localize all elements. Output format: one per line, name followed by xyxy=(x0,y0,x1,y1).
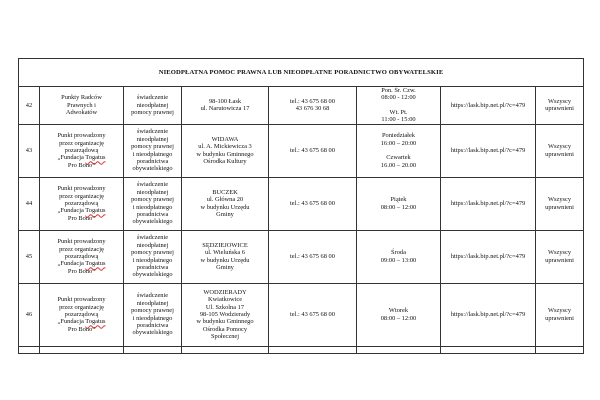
service-line: i nieodpłatnego xyxy=(132,150,173,158)
service-line: świadczenie xyxy=(136,94,169,102)
cell-address xyxy=(182,87,269,125)
cell-entity xyxy=(40,87,124,125)
address-line: Ośrodka Kultury xyxy=(203,158,247,166)
entity-line: Pro Bono” xyxy=(67,161,96,169)
cell-entity xyxy=(40,230,124,283)
table-title: NIEODPŁATNA POMOC PRAWNA LUB NIEODPŁATNE PORADNICTWO OBYWATELSKIE xyxy=(19,59,584,87)
cell-address xyxy=(182,177,269,230)
cell-hours xyxy=(357,87,441,125)
service-line: poradnictwa xyxy=(136,158,169,166)
entity-spellcheck-word: Togatus xyxy=(85,207,106,215)
address-line: Ul. Szkolna 17 xyxy=(205,303,245,311)
hours-line: 08:00 – 12:00 xyxy=(380,314,417,322)
cell-no xyxy=(19,124,40,177)
phone-line: tel.: 43 675 68 00 xyxy=(290,310,335,318)
bip-link[interactable]: https://lask.bip.net.pl/?c=479 xyxy=(450,310,526,318)
address-line: Ośrodka Pomocy xyxy=(202,325,248,333)
empty-cell xyxy=(441,346,536,353)
entity-line: pozarządową xyxy=(64,146,99,154)
empty-cell xyxy=(182,346,269,353)
table-row xyxy=(19,87,584,125)
service-line: poradnictwa xyxy=(136,211,169,219)
hours-line: 08:00 - 12:00 xyxy=(381,94,416,102)
hours-line: 09:00 – 13:00 xyxy=(380,256,417,264)
hours-line xyxy=(359,147,438,154)
entity-spellcheck-word: Togatus xyxy=(85,260,106,268)
cell-service xyxy=(124,124,182,177)
cell-service xyxy=(124,177,182,230)
address-line: ul. Narutowicza 17 xyxy=(200,105,250,113)
service-line: pomocy prawnej xyxy=(131,143,174,151)
entity-line: Adwokatów xyxy=(65,109,98,117)
cell-eligible xyxy=(536,283,584,346)
hours-line: Czwartek xyxy=(386,154,411,162)
entity-fragment: „Fundacja xyxy=(57,207,86,215)
address-line: w budynku Urzędu xyxy=(200,256,250,264)
service-line: obywatelskiego xyxy=(132,271,173,279)
hours-line: Piątek xyxy=(390,196,407,204)
address-line: w budynku Gminnego xyxy=(196,150,254,158)
eligible-line: uprawnieni xyxy=(545,314,574,322)
entity-line: przez organizację xyxy=(59,139,104,147)
service-line: pomocy prawnej xyxy=(131,249,174,257)
cell-address xyxy=(182,283,269,346)
service-line: pomocy prawnej xyxy=(131,109,174,117)
entity-line: Punkty Radców xyxy=(61,94,102,102)
hours-line: 08:00 – 12:00 xyxy=(380,203,417,211)
bip-link[interactable]: https://lask.bip.net.pl/?c=479 xyxy=(450,252,526,260)
eligible-line: Wszyscy xyxy=(548,196,572,204)
cell-service xyxy=(124,283,182,346)
cell-eligible xyxy=(536,177,584,230)
cell-eligible xyxy=(536,87,584,125)
cell-eligible xyxy=(536,230,584,283)
table-header-row xyxy=(19,59,584,87)
eligible-line: uprawnieni xyxy=(545,256,574,264)
address-line: Społecznej xyxy=(210,333,240,341)
cell-entity xyxy=(40,177,124,230)
entity-fragment: „Fundacja xyxy=(57,154,86,162)
table-row xyxy=(19,230,584,283)
cell-eligible xyxy=(536,124,584,177)
eligible-line: uprawnieni xyxy=(545,203,574,211)
cell-no xyxy=(19,230,40,283)
service-line: świadczenie xyxy=(136,292,169,300)
eligible-line: Wszyscy xyxy=(548,143,572,151)
address-line: SĘDZIEJOWICE xyxy=(202,241,248,249)
cell-hours xyxy=(357,283,441,346)
row-number: 42 xyxy=(25,101,33,109)
address-line: w budynku Urzędu xyxy=(200,203,250,211)
address-line: ul. Główna 20 xyxy=(206,196,244,204)
cell-address xyxy=(182,230,269,283)
phone-line: tel.: 43 675 68 00 xyxy=(290,97,335,105)
hours-line: 16.00 – 20.00 xyxy=(380,161,417,169)
service-line: poradnictwa xyxy=(136,322,169,330)
document-page xyxy=(18,58,583,354)
eligible-line: Wszyscy xyxy=(548,249,572,257)
entity-line xyxy=(42,260,121,267)
empty-cell xyxy=(357,346,441,353)
cell-address xyxy=(182,124,269,177)
service-line: obywatelskiego xyxy=(132,165,173,173)
eligible-line: Wszyscy xyxy=(548,97,572,105)
hours-line xyxy=(359,102,438,109)
phone-line: tel.: 43 675 68 00 xyxy=(290,252,335,260)
phone-line: 43 676 30 68 xyxy=(295,105,330,113)
cell-hours xyxy=(357,124,441,177)
cell-entity xyxy=(40,283,124,346)
entity-line: Pro Bono” xyxy=(67,214,96,222)
empty-cell xyxy=(19,346,40,353)
empty-cell xyxy=(40,346,124,353)
address-line: Gminy xyxy=(216,264,234,272)
hours-line: Środa xyxy=(391,249,406,257)
cell-link[interactable] xyxy=(441,230,536,283)
hours-line: 11:00 - 15:00 xyxy=(381,116,416,124)
entity-line: Pro Bono” xyxy=(67,325,96,333)
entity-line xyxy=(42,154,121,161)
service-line: i nieodpłatnego xyxy=(132,314,173,322)
cell-entity xyxy=(40,124,124,177)
cell-service xyxy=(124,87,182,125)
bip-link[interactable]: https://lask.bip.net.pl/?c=479 xyxy=(450,146,526,154)
table-row xyxy=(19,124,584,177)
service-line: poradnictwa xyxy=(136,264,169,272)
cell-phone xyxy=(269,283,357,346)
address-line: WODZIERADY xyxy=(203,288,247,296)
service-line: świadczenie xyxy=(136,181,169,189)
address-line: Kwiatkowice xyxy=(207,296,243,304)
cell-no xyxy=(19,283,40,346)
table-row xyxy=(19,177,584,230)
entity-line: przez organizację xyxy=(59,245,104,253)
address-line: WIDAWA xyxy=(211,135,239,143)
row-number: 44 xyxy=(25,199,33,207)
empty-cell xyxy=(124,346,182,353)
hours-line: Poniedziałek xyxy=(381,132,415,140)
entity-line: przez organizację xyxy=(59,303,104,311)
service-line: i nieodpłatnego xyxy=(132,256,173,264)
entity-line xyxy=(42,207,121,214)
bip-link[interactable]: https://lask.bip.net.pl/?c=479 xyxy=(450,101,526,109)
address-line: 98-100 Łask xyxy=(208,97,242,105)
entity-spellcheck-word: Togatus xyxy=(85,154,106,162)
table-row xyxy=(19,283,584,346)
cell-service xyxy=(124,230,182,283)
row-number: 43 xyxy=(25,146,33,154)
eligible-line: uprawnieni xyxy=(545,105,574,113)
phone-line: tel.: 43 675 68 00 xyxy=(290,146,335,154)
cell-no xyxy=(19,87,40,125)
service-line: obywatelskiego xyxy=(132,218,173,226)
cell-link[interactable] xyxy=(441,283,536,346)
entity-line: pozarządową xyxy=(64,199,99,207)
service-line: świadczenie xyxy=(136,128,169,136)
entity-line xyxy=(42,318,121,325)
cell-link[interactable] xyxy=(441,177,536,230)
service-line: obywatelskiego xyxy=(132,329,173,337)
entity-fragment: „Fundacja xyxy=(57,260,86,268)
entity-line: Punkt prowadzony xyxy=(57,132,106,140)
entity-line: pozarządową xyxy=(64,252,99,260)
eligible-line: uprawnieni xyxy=(545,150,574,158)
cell-phone xyxy=(269,124,357,177)
eligible-line: Wszyscy xyxy=(548,307,572,315)
cell-phone xyxy=(269,177,357,230)
cell-hours xyxy=(357,177,441,230)
empty-cell xyxy=(269,346,357,353)
address-line: BUCZEK xyxy=(212,188,238,196)
entity-line: Punkt prowadzony xyxy=(57,185,106,193)
address-line: ul. Wieluńska 6 xyxy=(205,249,245,257)
row-number: 45 xyxy=(25,252,33,260)
address-line: 98-105 Wodzierady xyxy=(199,310,251,318)
cell-hours xyxy=(357,230,441,283)
service-line: i nieodpłatnego xyxy=(132,203,173,211)
cell-no xyxy=(19,177,40,230)
service-line: świadczenie xyxy=(136,234,169,242)
entity-line: pozarządową xyxy=(64,310,99,318)
hours-line: Wtorek xyxy=(388,307,409,315)
hours-line: Pon. Śr. Czw. xyxy=(381,87,416,94)
entity-line: Punkt prowadzony xyxy=(57,238,106,246)
service-line: nieodpłatnej xyxy=(136,101,169,109)
address-line: Gminy xyxy=(216,211,234,219)
address-line: w budynku Gminnego xyxy=(196,318,254,326)
service-line: pomocy prawnej xyxy=(131,307,174,315)
entity-fragment: „Fundacja xyxy=(57,318,86,326)
service-line: nieodpłatnej xyxy=(136,241,169,249)
service-line: nieodpłatnej xyxy=(136,299,169,307)
cell-link[interactable] xyxy=(441,124,536,177)
entity-line: przez organizację xyxy=(59,192,104,200)
table-bottom-strip xyxy=(19,346,584,353)
service-line: pomocy prawnej xyxy=(131,196,174,204)
empty-cell xyxy=(536,346,584,353)
entity-spellcheck-word: Togatus xyxy=(85,318,106,326)
entity-line: Prawnych i xyxy=(67,101,96,109)
cell-phone xyxy=(269,87,357,125)
hours-line: 16:00 – 20:00 xyxy=(380,139,417,147)
entity-line: Pro Bono” xyxy=(67,267,96,275)
hours-line: Wt. Pt. xyxy=(389,108,408,116)
row-number: 46 xyxy=(25,310,33,318)
legal-aid-table xyxy=(18,58,584,354)
phone-line: tel.: 43 675 68 00 xyxy=(290,199,335,207)
bip-link[interactable]: https://lask.bip.net.pl/?c=479 xyxy=(450,199,526,207)
address-line: ul. A. Mickiewicza 3 xyxy=(198,143,252,151)
entity-line: Punkt prowadzony xyxy=(57,296,106,304)
cell-link[interactable] xyxy=(441,87,536,125)
service-line: nieodpłatnej xyxy=(136,188,169,196)
cell-phone xyxy=(269,230,357,283)
service-line: nieodpłatnej xyxy=(136,135,169,143)
